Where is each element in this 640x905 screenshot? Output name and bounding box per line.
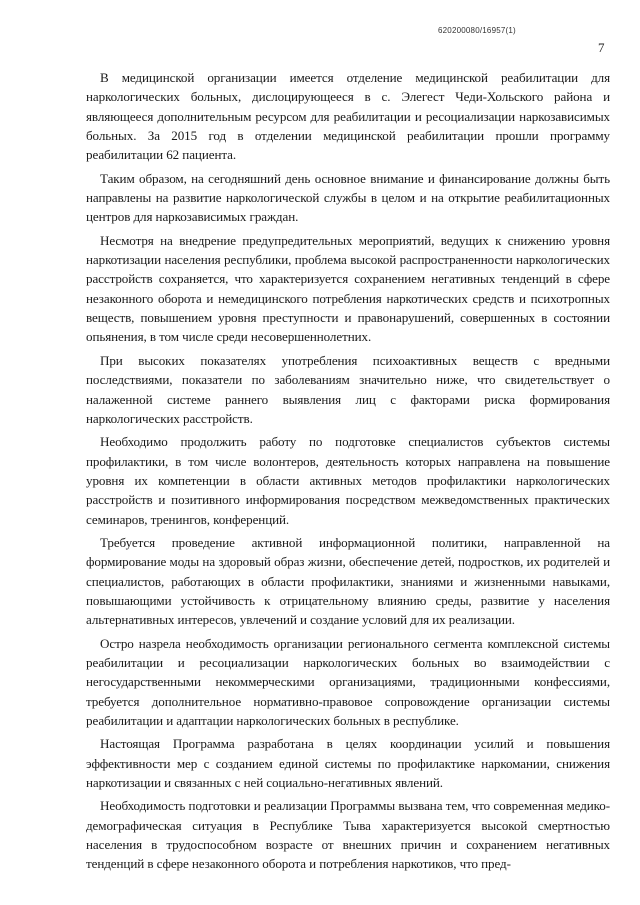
- paragraph-program-necessity: Необходимость подготовки и реализации Программы вызвана тем, что современная медико-демографическая ситуация в Республике Тыва характеризуется высокой смертностью населения в трудоспособном возрасте от внешних причин и сохранением негативных тенденций в сфере незаконного оборота и потребления наркотиков, что пред-: [86, 798, 610, 872]
- body-text: [86, 68, 610, 878]
- paragraph-information-policy: Требуется проведение активной информационной политики, направленной на формирование моды на здоровый образ жизни, обеспечение детей, подростков, их родителей и специалистов, работающих в области профилактики, знаниями и жизненными навыками, повышающими устойчивость к отрицательному влиянию среды, развитие у населения альтернативных интересов, увлечений и создание условий для их реализации.: [86, 534, 610, 628]
- paragraph-early-detection: При высоких показателях употребления психоактивных веществ с вредными последствиями, показатели по заболеваниям значительно ниже, что свидетельствует о налаженной системе раннего выявления лиц с факторами риска формирования наркологических расстройств.: [86, 352, 610, 426]
- paragraph-prevalence: Несмотря на внедрение предупредительных мероприятий, ведущих к снижению уровня наркотизации населения республики, проблема высокой распространенности наркологических расстройств сохраняется, что характеризуется сохранением негативных тенденций в сфере незаконного оборота и немедицинского потребления наркотических средств и психотропных веществ, повышением уровня преступности и правонарушений, совершенных в состоянии опьянения, в том числе среди несовершеннолетних.: [86, 232, 610, 345]
- paragraph-rehab-system: Остро назрела необходимость организации регионального сегмента комплексной системы реабилитации и ресоциализации наркологических больных во взаимодействии с негосударственными некоммерческими организациями, традиционными конфессиями, требуется дополнительное нормативно-правовое сопровождение организации системы реабилитации и адаптации наркологических больных в республике.: [86, 635, 610, 728]
- paragraph-rehab-department: В медицинской организации имеется отделение медицинской реабилитации для наркологических больных, дислоцирующееся в с. Элегест Чеди-Хольского района и являющееся дополнительным ресурсом для реабилитации и ресоциализации наркозависимых больных. За 2015 год в отделении медицинской реабилитации прошли программу реабилитации 62 пациента.: [86, 70, 610, 163]
- paragraph-specialist-training: Необходимо продолжить работу по подготовке специалистов субъектов системы профилактики, в том числе волонтеров, деятельность которых направлена на повышение уровня их компетенции в области активных методов профилактики наркологических расстройств и позитивного информирования посредством межведомственных практических семинаров, тренингов, конференций.: [86, 434, 610, 527]
- paragraph-program-purpose: Настоящая Программа разработана в целях координации усилий и повышения эффективности мер с созданием единой системы по профилактике наркомании, снижения наркотизации и связанных с ней социально-негативных явлений.: [86, 736, 610, 791]
- page-number: 7: [598, 40, 605, 55]
- paragraph-funding-focus: Таким образом, на сегодняшний день основное внимание и финансирование должны быть направлены на развитие наркологической службы в целом и на открытие реабилитационных центров для наркозависимых граждан.: [86, 170, 610, 225]
- document-code: 620200080/16957(1): [438, 26, 516, 35]
